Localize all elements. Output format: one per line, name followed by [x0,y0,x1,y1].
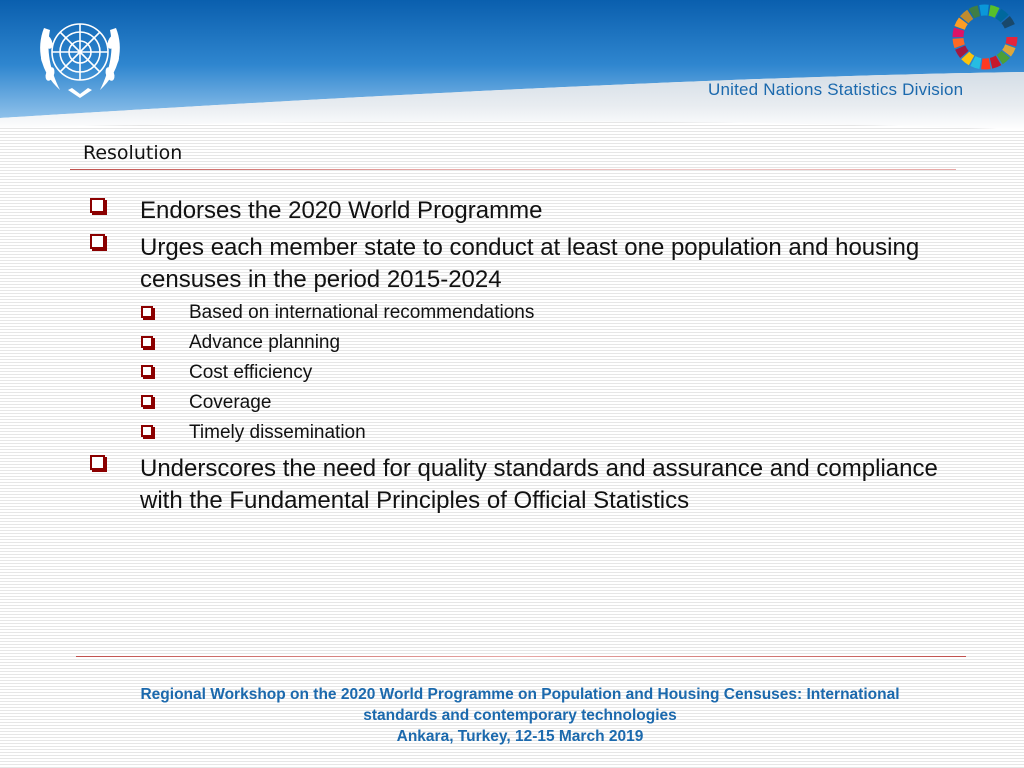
header-banner [0,0,1024,140]
footer-line-1: Regional Workshop on the 2020 World Programme on Population and Housing Censuses: International [140,686,900,703]
checkbox-bullet-icon [90,234,105,249]
footer [90,684,950,747]
checkbox-bullet-icon [141,365,153,377]
slide-header [0,0,1024,140]
bullet-item: Endorses the 2020 World Programme [140,197,543,224]
title-divider [70,169,956,170]
footer-divider [76,656,966,657]
sub-bullet-item: Cost efficiency [189,362,313,383]
division-name: United Nations Statistics Division [708,80,964,99]
sub-bullet-item: Timely dissemination [189,422,366,443]
checkbox-bullet-icon [90,198,105,213]
sub-bullet-item: Coverage [189,392,272,413]
checkbox-bullet-icon [141,425,153,437]
checkbox-bullet-icon [141,395,153,407]
checkbox-bullet-icon [141,306,153,318]
sub-bullet-item: Advance planning [189,332,341,353]
checkbox-bullet-icon [90,455,105,470]
slide-title: Resolution [83,142,183,164]
bullet-item: Urges each member state to conduct at least one population and housing censuses in the period 2015-2024 [140,234,920,293]
sub-bullet-item: Based on international recommendations [189,302,535,323]
checkbox-bullet-icon [141,336,153,348]
un-emblem-icon [28,8,132,104]
footer-line-2: standards and contemporary technologies [363,707,677,724]
bullet-item: Underscores the need for quality standards and assurance and compliance with the Fundamental Principles of Official Statistics [140,455,938,514]
footer-line-3: Ankara, Turkey, 12-15 March 2019 [396,728,644,745]
sdg-wheel-icon [950,2,1020,72]
